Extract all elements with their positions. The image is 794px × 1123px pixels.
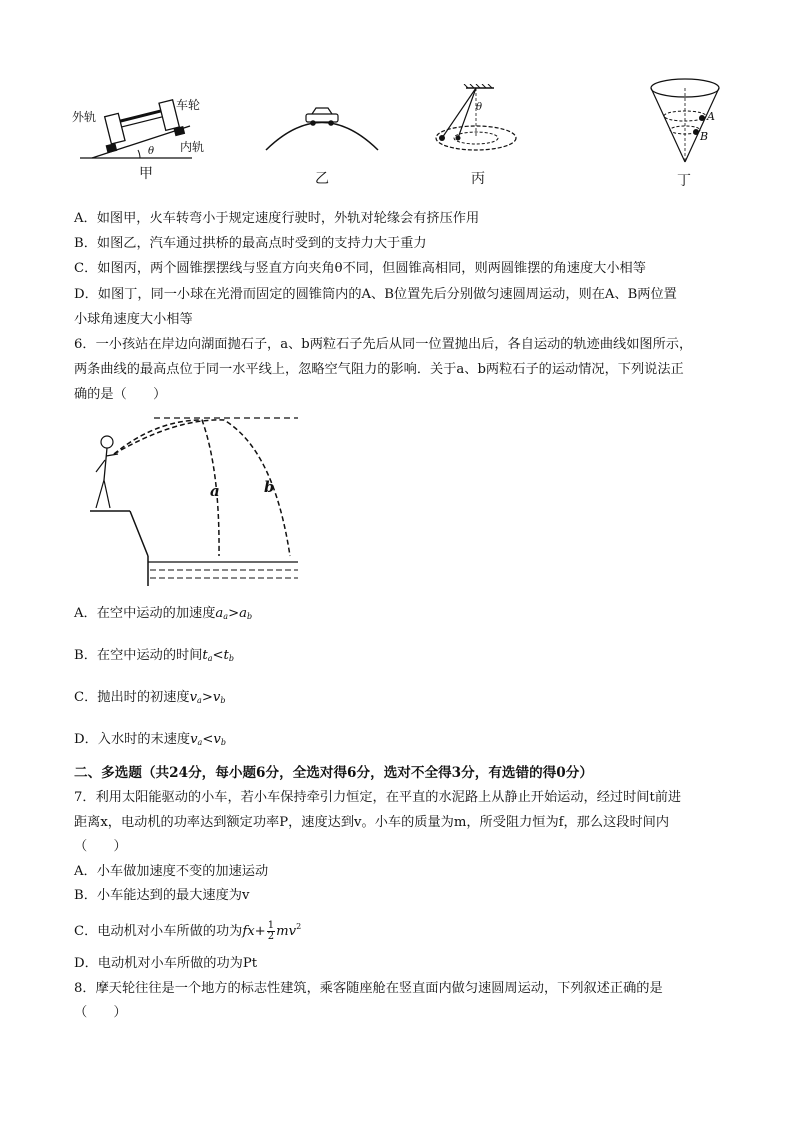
q6-option-c: C．抛出时的初速度$v_a>v_b$: [74, 690, 226, 705]
q7-option-a: A．小车做加速度不变的加速运动: [74, 864, 269, 879]
q6-figure: [84, 410, 304, 588]
figure-label-ding: 丁: [677, 173, 691, 189]
q7-stem-3: （ ）: [74, 839, 127, 854]
label-theta-jia: θ: [148, 146, 155, 157]
figure-label-bing: 丙: [471, 171, 485, 187]
q7-option-c: C．电动机对小车所做的功为fx+ $\frac{1}{2}$ $mv^2$: [74, 920, 302, 942]
q6-stem-2: 两条曲线的最高点位于同一水平线上，忽略空气阻力的影响．关于a、b两粒石子的运动情况，下列说法正: [74, 362, 684, 377]
figure-jia: [72, 86, 222, 181]
figure-ding: [640, 76, 730, 188]
figure-label-jia: 甲: [139, 166, 153, 182]
label-outer-rail: 外轨: [72, 110, 97, 124]
q6-option-b: B．在空中运动的时间$t_a<t_b$: [74, 648, 234, 663]
label-a-ding: A: [707, 110, 715, 123]
one-half-fraction: $\frac{1}{2}$: [267, 920, 275, 942]
section-2-heading: 二、多选题（共24分，每小题6分，全选对得6分，选对不全得3分，有选错的得0分）: [74, 765, 593, 781]
label-b-ding: B: [700, 130, 709, 143]
q7-option-d: D．电动机对小车所做的功为Pt: [74, 956, 257, 971]
label-theta-bing: θ: [476, 102, 483, 113]
label-wheel: 车轮: [176, 98, 201, 112]
q7-stem-2: 距离x，电动机的功率达到额定功率P，速度达到v。小车的质量为m，所受阻力恒为f，那么这段时间内: [74, 815, 670, 830]
q6-stem-3: 确的是（ ）: [74, 387, 167, 402]
q7-stem-1: 7．利用太阳能驱动的小车，若小车保持牵引力恒定，在平直的水泥路上从静止开始运动，经过时间t前进: [74, 790, 682, 805]
q5-option-d-cont: 小球角速度大小相等: [74, 312, 193, 327]
figure-label-yi: 乙: [315, 171, 329, 187]
q6-option-a: A．在空中运动的加速度$a_a>a_b$: [74, 606, 253, 621]
q5-option-b: B．如图乙，汽车通过拱桥的最高点时受到的支持力大于重力: [74, 236, 427, 251]
trajectory-label-a: a: [210, 482, 220, 500]
q8-stem-1: 8．摩天轮往往是一个地方的标志性建筑，乘客随座舱在竖直面内做匀速圆周运动，下列叙述正确的是: [74, 981, 663, 996]
q5-option-a: A．如图甲，火车转弯小于规定速度行驶时，外轨对轮缘会有挤压作用: [74, 211, 480, 226]
q8-stem-2: （ ）: [74, 1005, 127, 1020]
trajectory-label-b: b: [264, 478, 275, 496]
q6-option-d: D．入水时的末速度$v_a<v_b$: [74, 732, 226, 747]
label-inner-rail: 内轨: [180, 140, 205, 154]
figure-bing: [428, 84, 558, 186]
q6-stem-1: 6．一小孩站在岸边向湖面抛石子，a、b两粒石子先后从同一位置抛出后，各自运动的轨迹曲线如图所示，: [74, 337, 693, 352]
q7-option-b: B．小车能达到的最大速度为v: [74, 888, 250, 903]
q5-option-c: C．如图丙，两个圆锥摆摆线与竖直方向夹角θ不同，但圆锥高相同，则两圆锥摆的角速度大小相等: [74, 261, 646, 276]
q5-option-d: D．如图丁，同一小球在光滑而固定的圆锥筒内的A、B位置先后分别做匀速圆周运动，则在A、B两位置: [74, 287, 677, 302]
figure-yi: [262, 100, 382, 185]
